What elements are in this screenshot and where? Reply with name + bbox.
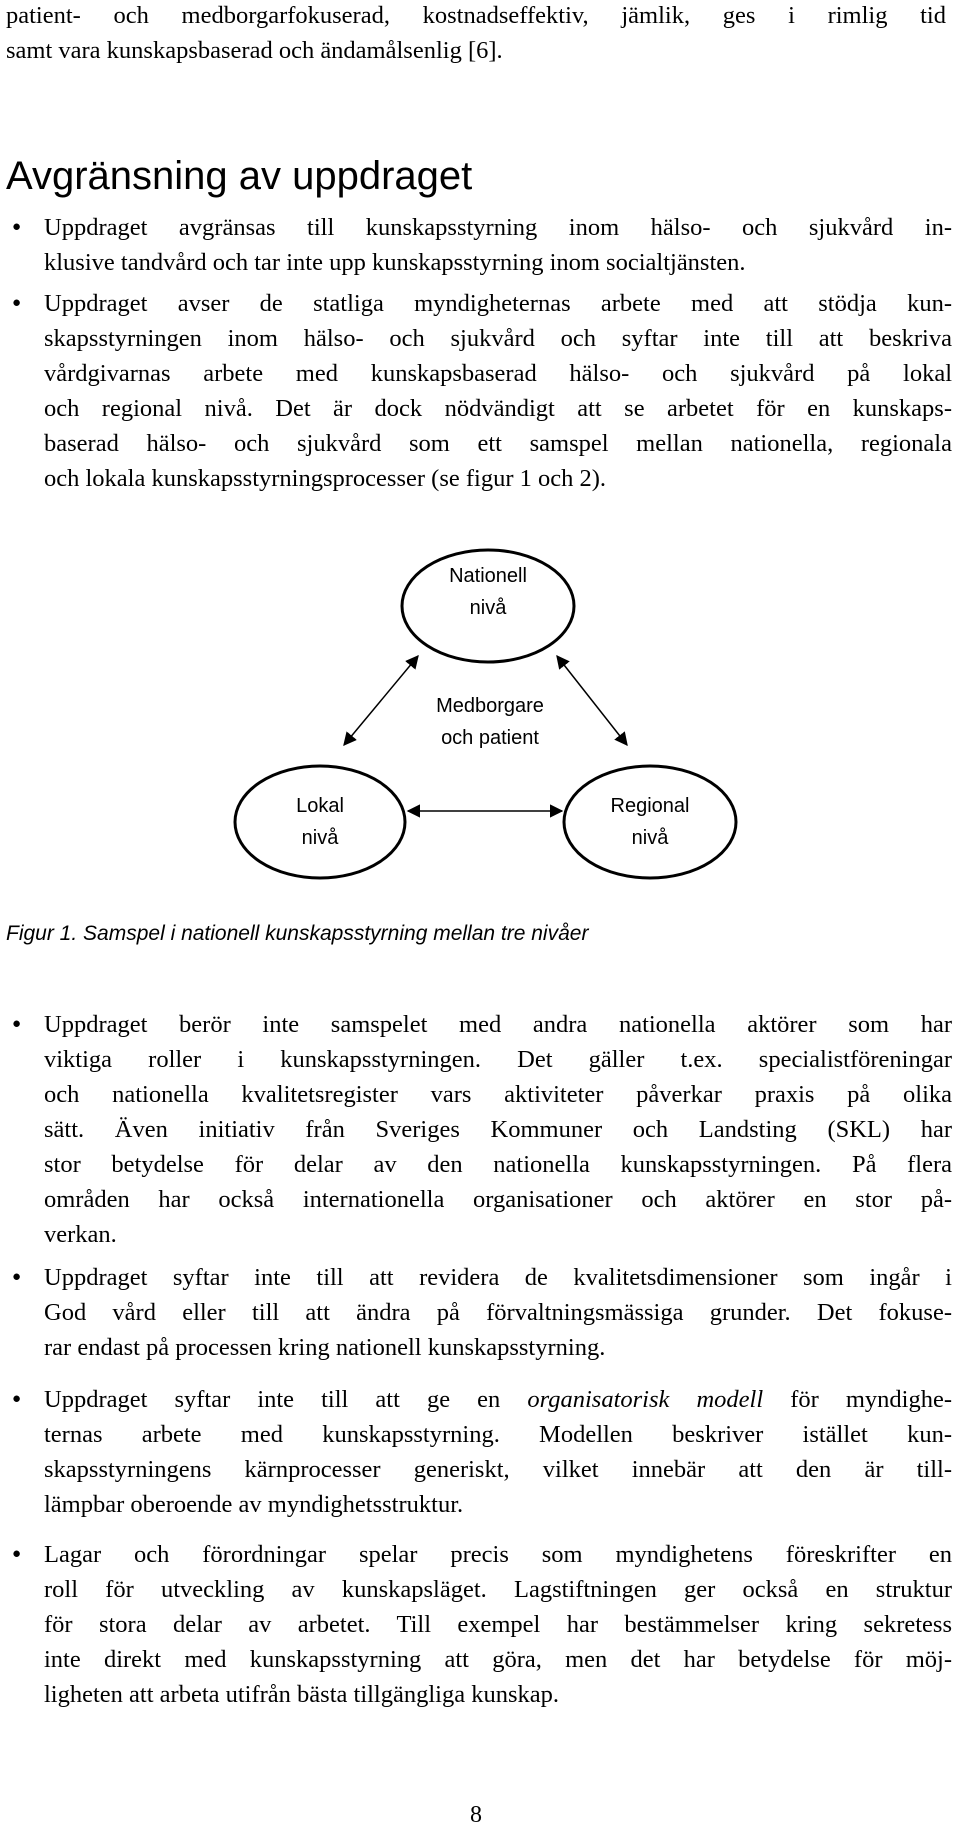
bullet-line: rar endast på processen kring nationell kunskapsstyrning. <box>44 1334 606 1361</box>
bullet-icon: ● <box>12 1391 22 1407</box>
bullet-line: Lagar och förordningar spelar precis som myndighetens föreskrifter en <box>44 1541 952 1568</box>
bullet-icon: ● <box>12 295 22 311</box>
intro-line: samt vara kunskapsbaserad och ändamålsenlig [6]. <box>6 37 503 64</box>
bullet-icon: ● <box>12 1269 22 1285</box>
bullet-line: sätt. Även initiativ från Sveriges Kommuner och Landsting (SKL) har <box>44 1116 952 1143</box>
bullet-icon: ● <box>12 1546 22 1562</box>
bullet-line: lämpbar oberoende av myndighetsstruktur. <box>44 1491 464 1518</box>
bullet-line: God vård eller till att ändra på förvaltningsmässiga grunder. Det fokuse- <box>44 1299 952 1326</box>
intro-line: patient- och medborgarfokuserad, kostnadseffektiv, jämlik, ges i rimlig tid <box>6 2 946 29</box>
center-node-label: Medborgare och patient <box>436 695 544 749</box>
bullet-icon: ● <box>12 219 22 235</box>
national-node-label: Nationell nivå <box>449 565 527 619</box>
bullet-line: och nationella kvalitetsregister vars aktiviteter påverkar praxis på olika <box>44 1081 952 1108</box>
intro-paragraph <box>6 0 946 68</box>
bullet-line: viktiga roller i kunskapsstyrningen. Det gäller t.ex. specialistföreningar <box>44 1046 952 1073</box>
figure-caption: Figur 1. Samspel i nationell kunskapsstyrning mellan tre nivåer <box>6 922 589 945</box>
bullet-line: Uppdraget berör inte samspelet med andra nationella aktörer som har <box>44 1011 952 1038</box>
bullet-icon: ● <box>12 1016 22 1032</box>
bullet-line: Uppdraget syftar inte till att revidera de kvalitetsdimensioner som ingår i <box>44 1264 952 1291</box>
bullet-line: stor betydelse för delar av den nationella kunskapsstyrningen. På flera <box>44 1151 952 1178</box>
bullet-line: och regional nivå. Det är dock nödvändigt att se arbetet för en kunskaps- <box>44 395 952 422</box>
bullet-line: roll för utveckling av kunskapsläget. Lagstiftningen ger också en struktur <box>44 1576 952 1603</box>
bullet-line: ligheten att arbeta utifrån bästa tillgängliga kunskap. <box>44 1681 560 1708</box>
emphasis-text: organisatorisk modell <box>527 1386 764 1413</box>
bullet-line: Uppdraget avser de statliga myndigheternas arbete med att stödja kun- <box>44 290 952 317</box>
bullet-line: områden har också internationella organisationer och aktörer en stor på- <box>44 1186 952 1213</box>
regional-node-label: Regional nivå <box>610 795 690 849</box>
bullet-line: inte direkt med kunskapsstyrning att göra, men det har betydelse för möj- <box>44 1646 952 1673</box>
bullet-line: klusive tandvård och tar inte upp kunskapsstyrning inom socialtjänsten. <box>44 249 746 276</box>
section-heading: Avgränsning av uppdraget <box>6 154 473 198</box>
bullet-line: och lokala kunskapsstyrningsprocesser (se figur 1 och 2). <box>44 465 607 492</box>
bullet-line: vårdgivarnas arbete med kunskapsbaserad hälso- och sjukvård på lokal <box>44 360 952 387</box>
bullet-line: Uppdraget avgränsas till kunskapsstyrning inom hälso- och sjukvård in- <box>44 214 952 241</box>
bullet-line: ternas arbete med kunskapsstyrning. Modellen beskriver istället kun- <box>44 1421 952 1448</box>
bullet-line: Uppdraget syftar inte till att ge en organisatorisk modell för myndighe- <box>44 1386 952 1413</box>
bullet-line: skapsstyrningen inom hälso- och sjukvård och syftar inte till att beskriva <box>44 325 952 352</box>
bullet-line: skapsstyrningens kärnprocesser generiskt, vilket innebär att den är till- <box>44 1456 952 1483</box>
figure-diagram <box>0 530 960 900</box>
local-node-label: Lokal nivå <box>296 795 344 849</box>
bullet-line: baserad hälso- och sjukvård som ett samspel mellan nationella, regionala <box>44 430 952 457</box>
page-number: 8 <box>470 1802 482 1828</box>
bullet-line: för stora delar av arbetet. Till exempel har bestämmelser kring sekretess <box>44 1611 952 1638</box>
bullet-line: verkan. <box>44 1221 117 1248</box>
